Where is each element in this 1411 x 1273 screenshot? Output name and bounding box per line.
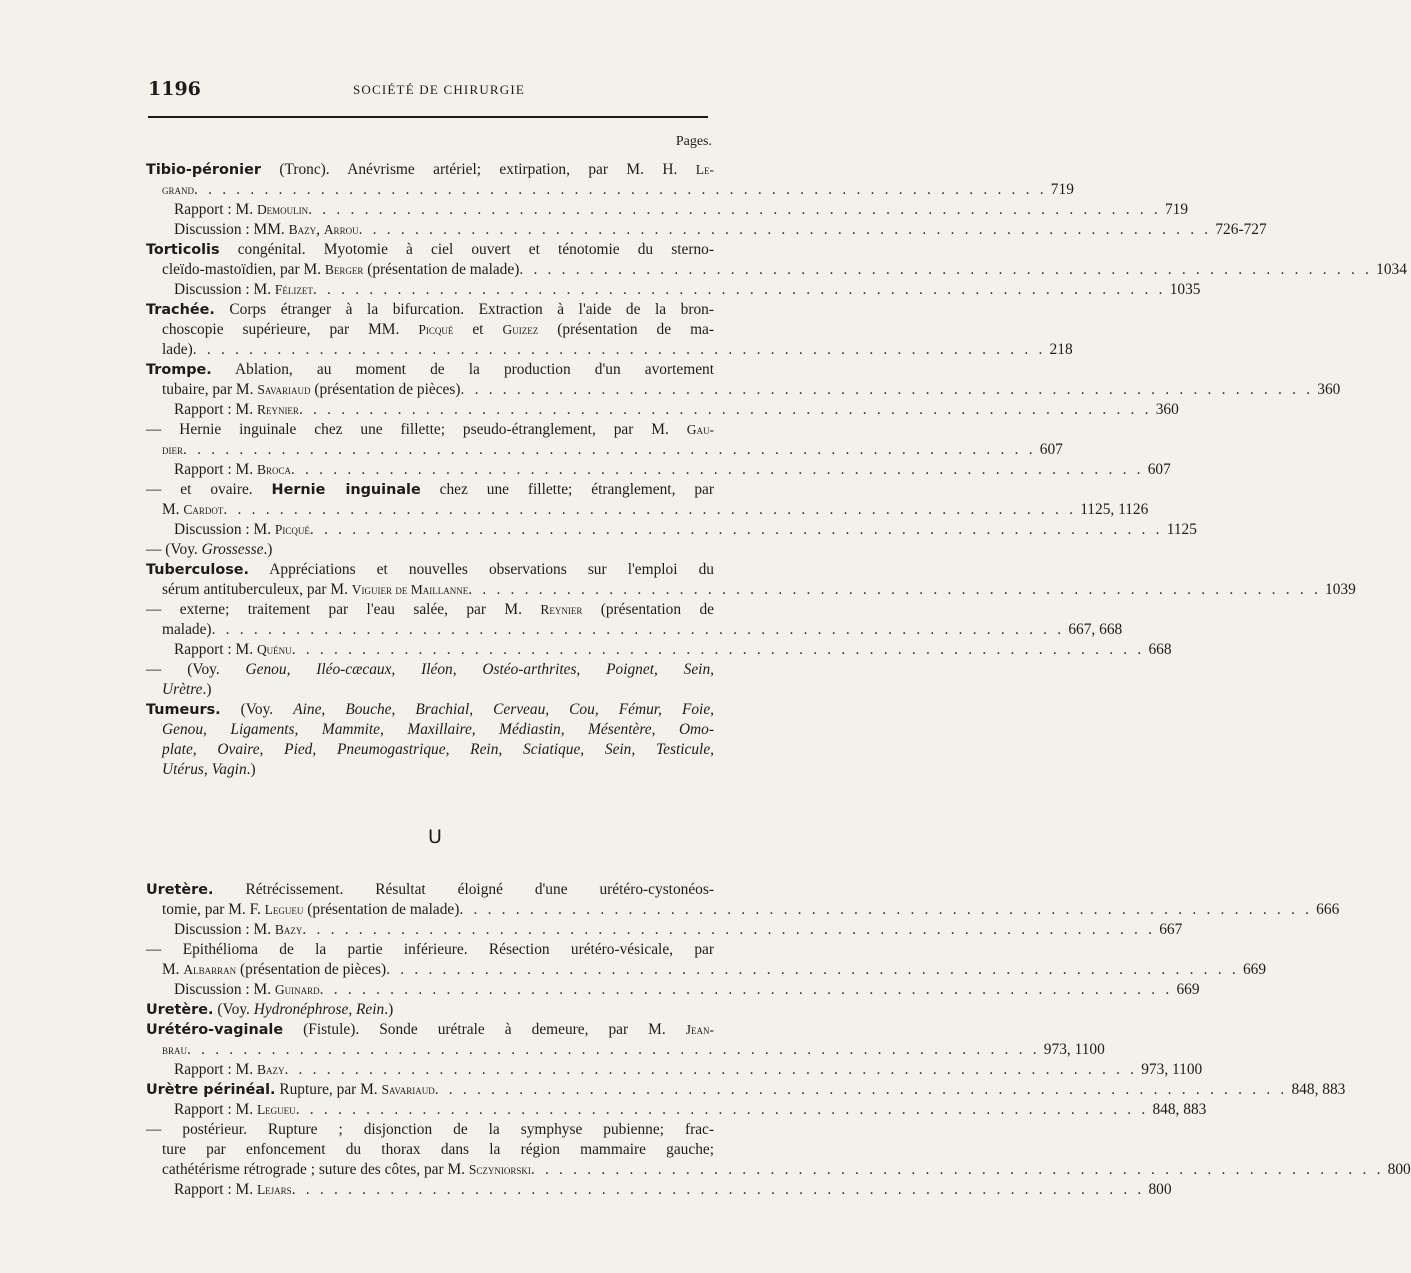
leader-dots: . . . . . . . . . . . . . . . . . . . . . . . . . . . . . . . . . . . . . . . . . . . . . . . . . . . . . . . . . . . . .: [386, 961, 1239, 978]
entry-line: [146, 1100, 1207, 1120]
page-reference: 666: [1316, 901, 1340, 918]
index-entry: [146, 480, 1149, 520]
index-entry: [146, 600, 1123, 640]
page-reference: 848, 883: [1152, 1101, 1207, 1118]
index-entry: [146, 280, 1201, 300]
page-reference: 848, 883: [1291, 1081, 1346, 1098]
index-entry: [146, 220, 1267, 240]
entry-text: grand: [162, 182, 195, 197]
page-reference: 726-727: [1215, 221, 1267, 238]
page-reference: 668: [1148, 641, 1172, 658]
index-entry: [146, 360, 1341, 400]
leader-dots: . . . . . . . . . . . . . . . . . . . . . . . . . . . . . . . . . . . . . . . . . . . . . . . . . . . . . . . . . . . . .: [319, 981, 1173, 998]
entry-line: [146, 1080, 1346, 1100]
leader-dots: . . . . . . . . . . . . . . . . . . . . . . . . . . . . . . . . . . . . . . . . . . . . . . . . . . . . . . . . . . . . .: [290, 461, 1144, 478]
entry-text: lade): [162, 341, 193, 358]
page-reference: 800: [1387, 1161, 1411, 1178]
page-reference: 1034: [1376, 261, 1407, 278]
leader-dots: . . . . . . . . . . . . . . . . . . . . . . . . . . . . . . . . . . . . . . . . . . . . . . . . . . . . . . . . . . . . .: [460, 381, 1314, 398]
leader-dots: . . . . . . . . . . . . . . . . . . . . . . . . . . . . . . . . . . . . . . . . . . . . . . . . . . . . . . . . . . . . .: [312, 281, 1166, 298]
entry-line: [146, 340, 1073, 360]
entry-line: [146, 1060, 1203, 1080]
entry-text: Rapport : M. Demoulin: [174, 201, 309, 218]
entry-line: [146, 920, 1183, 940]
page-reference: 669: [1176, 981, 1200, 998]
index-entry: [146, 520, 1197, 540]
index-entry: [146, 660, 714, 700]
entry-text: Rapport : M. Lejars: [174, 1181, 292, 1198]
entry-line: [146, 460, 1171, 480]
page-reference: 669: [1242, 961, 1267, 978]
leader-dots: . . . . . . . . . . . . . . . . . . . . . . . . . . . . . . . . . . . . . . . . . . . . . . . . . . . . . . . . . . . . .: [194, 181, 1047, 198]
entry-line: [146, 620, 1123, 640]
entry-line: [146, 380, 1341, 400]
leader-dots: . . . . . . . . . . . . . . . . . . . . . . . . . . . . . . . . . . . . . . . . . . . . . . . . . . . . . . . . . . . . .: [434, 1081, 1288, 1098]
entry-text: Uretère. (Voy. Hydronéphrose, Rein.): [146, 1001, 394, 1018]
index-entry: [146, 400, 1179, 420]
page-reference: 973, 1100: [1141, 1061, 1203, 1078]
entry-text: brau: [162, 1042, 188, 1057]
section-letter: U: [428, 826, 442, 848]
page-reference: 719: [1050, 181, 1074, 198]
leader-dots: . . . . . . . . . . . . . . . . . . . . . . . . . . . . . . . . . . . . . . . . . . . . . . . . . . . . . . . . . . . . .: [358, 221, 1212, 238]
entry-text: Discussion : M. Félizet: [174, 281, 313, 298]
leader-dots: . . . . . . . . . . . . . . . . . . . . . . . . . . . . . . . . . . . . . . . . . . . . . . . . . . . . . . . . . . . . .: [187, 1041, 1040, 1058]
page-reference: 800: [1148, 1181, 1172, 1198]
entry-line: [146, 220, 1267, 240]
entry-line: — Hernie inguinale chez une fillette; pseudo-étranglement, par M. Gau-: [146, 421, 714, 438]
entry-line: [146, 520, 1197, 540]
page-reference: 1039: [1325, 581, 1356, 598]
page-reference: 667: [1159, 921, 1183, 938]
page-reference: 1125, 1126: [1080, 501, 1149, 518]
entry-text: sérum antituberculeux, par M. Viguier de Maillanne: [162, 581, 469, 598]
entry-line: [146, 280, 1201, 300]
index-entry: [146, 1100, 1207, 1120]
entry-line: Tumeurs. (Voy. Aine, Bouche, Brachial, Cerveau, Cou, Fémur, Foie,: [146, 701, 714, 718]
leader-dots: . . . . . . . . . . . . . . . . . . . . . . . . . . . . . . . . . . . . . . . . . . . . . . . . . . . . . . . . . . . . .: [291, 1181, 1145, 1198]
page-reference: 607: [1039, 441, 1063, 458]
entry-text: — (Voy. Grossesse.): [146, 541, 273, 558]
index-entry: [146, 1020, 1105, 1060]
page-reference: 1035: [1169, 281, 1201, 298]
leader-dots: . . . . . . . . . . . . . . . . . . . . . . . . . . . . . . . . . . . . . . . . . . . . . . . . . . . . . . . . . . . . .: [223, 501, 1077, 518]
leader-dots: . . . . . . . . . . . . . . . . . . . . . . . . . . . . . . . . . . . . . . . . . . . . . . . . . . . . . . . . . . . . .: [530, 1161, 1384, 1178]
entry-line: — et ovaire. Hernie inguinale chez une fillette; étranglement, par: [146, 481, 714, 498]
entry-text: Discussion : M. Guinard: [174, 981, 320, 998]
entry-line: [146, 200, 1189, 220]
entry-text: M. Albarran (présentation de pièces): [162, 961, 387, 978]
entry-text: dier: [162, 442, 183, 457]
entry-line: ture par enfoncement du thorax dans la région mammaire gauche;: [162, 1141, 714, 1158]
page-reference: 360: [1155, 401, 1179, 418]
index-entry: [146, 1080, 1346, 1100]
entry-line: — externe; traitement par l'eau salée, par M. Reynier (présentation de: [146, 601, 714, 618]
leader-dots: . . . . . . . . . . . . . . . . . . . . . . . . . . . . . . . . . . . . . . . . . . . . . . . . . . . . . . . . . . . . .: [459, 901, 1313, 918]
entry-text: tomie, par M. F. Legueu (présentation de malade): [162, 901, 460, 918]
entry-text: Rapport : M. Broca: [174, 461, 291, 478]
entry-text: cleïdo-mastoïdien, par M. Berger (présentation de malade): [162, 261, 520, 278]
index-entry: [146, 200, 1189, 220]
index-entry: [146, 240, 1407, 280]
index-entry: [146, 1180, 1172, 1200]
index-entry: [146, 540, 714, 560]
entry-line: [146, 260, 1407, 280]
entry-line: — Epithélioma de la partie inférieure. Résection urétéro-vésicale, par: [146, 941, 714, 958]
entry-text: Urètre.): [162, 681, 212, 698]
entry-line: [146, 500, 1149, 520]
entry-text: malade): [162, 621, 212, 638]
entry-text: Rapport : M. Legueu: [174, 1101, 296, 1118]
entry-line: choscopie supérieure, par MM. Picqué et Guizez (présentation de ma-: [162, 321, 715, 338]
leader-dots: . . . . . . . . . . . . . . . . . . . . . . . . . . . . . . . . . . . . . . . . . . . . . . . . . . . . . . . . . . . . .: [309, 521, 1163, 538]
entry-text: Rapport : M. Bazy: [174, 1061, 285, 1078]
entry-line: Torticolis congénital. Myotomie à ciel ouvert et ténotomie du sterno-: [146, 241, 714, 258]
entry-line: Uretère. Rétrécissement. Résultat éloigné d'une urétéro-cystonéos-: [146, 881, 714, 898]
index-entry: [146, 940, 1267, 980]
entry-line: Trompe. Ablation, au moment de la production d'un avortement: [146, 361, 714, 378]
index-entry: [146, 920, 1183, 940]
entry-line: Trachée. Corps étranger à la bifurcation. Extraction à l'aide de la bron-: [146, 301, 714, 318]
page-reference: 607: [1147, 461, 1171, 478]
header-rule: [148, 116, 708, 118]
index-entry: [146, 160, 1074, 200]
leader-dots: . . . . . . . . . . . . . . . . . . . . . . . . . . . . . . . . . . . . . . . . . . . . . . . . . . . . . . . . . . . . .: [295, 1101, 1149, 1118]
leader-dots: . . . . . . . . . . . . . . . . . . . . . . . . . . . . . . . . . . . . . . . . . . . . . . . . . . . . . . . . . . . . .: [468, 581, 1322, 598]
entry-text: cathétérisme rétrograde ; suture des côtes, par M. Sczyniorski: [162, 1161, 531, 1178]
entry-line: Tuberculose. Appréciations et nouvelles observations sur l'emploi du: [146, 561, 714, 578]
leader-dots: . . . . . . . . . . . . . . . . . . . . . . . . . . . . . . . . . . . . . . . . . . . . . . . . . . . . . . . . . . . . .: [183, 441, 1036, 458]
page-number: 1196: [148, 78, 201, 100]
index-entry: [146, 1060, 1203, 1080]
index-entry: [146, 420, 1063, 460]
leader-dots: . . . . . . . . . . . . . . . . . . . . . . . . . . . . . . . . . . . . . . . . . . . . . . . . . . . . . . . . . . . . .: [298, 401, 1152, 418]
entry-line: [146, 580, 1356, 600]
index-entry: [146, 1120, 1411, 1180]
entry-text: Discussion : M. Picqué: [174, 521, 310, 538]
entry-line: [146, 1180, 1172, 1200]
index-entry: [146, 880, 1340, 920]
index-entry: [146, 300, 1073, 360]
index-entry: [146, 1000, 714, 1020]
leader-dots: . . . . . . . . . . . . . . . . . . . . . . . . . . . . . . . . . . . . . . . . . . . . . . . . . . . . . . . . . . . . .: [519, 261, 1373, 278]
leader-dots: . . . . . . . . . . . . . . . . . . . . . . . . . . . . . . . . . . . . . . . . . . . . . . . . . . . . . . . . . . . . .: [291, 641, 1145, 658]
entry-line: [146, 980, 1200, 1000]
entry-text: Rapport : M. Reynier: [174, 401, 299, 418]
index-entry: [146, 980, 1200, 1000]
leader-dots: . . . . . . . . . . . . . . . . . . . . . . . . . . . . . . . . . . . . . . . . . . . . . . . . . . . . . . . . . . . . .: [302, 921, 1156, 938]
entry-text: Discussion : M. Bazy: [174, 921, 303, 938]
page-reference: 719: [1164, 201, 1189, 218]
index-entry: [146, 640, 1172, 660]
index-entry: [146, 560, 1356, 600]
page-reference: 1125: [1166, 521, 1197, 538]
entry-line: [146, 760, 714, 780]
leader-dots: . . . . . . . . . . . . . . . . . . . . . . . . . . . . . . . . . . . . . . . . . . . . . . . . . . . . . . . . . . . . .: [192, 341, 1046, 358]
entry-line: [146, 900, 1340, 920]
entry-line: plate, Ovaire, Pied, Pneumogastrique, Rein, Sciatique, Sein, Testicule,: [162, 741, 714, 758]
entry-line: — postérieur. Rupture ; disjonction de la symphyse pubienne; frac-: [146, 1121, 714, 1138]
entry-text: Discussion : MM. Bazy, Arrou: [174, 221, 359, 238]
entry-line: [146, 400, 1179, 420]
page-reference: 218: [1049, 341, 1073, 358]
entry-line: — (Voy. Genou, Iléo-cæcaux, Iléon, Ostéo-arthrites, Poignet, Sein,: [146, 661, 714, 678]
index-entry: [146, 460, 1171, 480]
index-section-t: [146, 160, 1407, 780]
entry-text: Rapport : M. Quénu: [174, 641, 292, 658]
page-reference: 360: [1317, 381, 1341, 398]
leader-dots: . . . . . . . . . . . . . . . . . . . . . . . . . . . . . . . . . . . . . . . . . . . . . . . . . . . . . . . . . . . . .: [284, 1061, 1138, 1078]
page-reference: 973, 1100: [1043, 1041, 1105, 1058]
entry-line: [146, 540, 714, 560]
entry-text: tubaire, par M. Savariaud (présentation de pièces): [162, 381, 461, 398]
running-head: SOCIÉTÉ DE CHIRURGIE: [353, 82, 526, 97]
entry-line: [146, 680, 714, 700]
leader-dots: . . . . . . . . . . . . . . . . . . . . . . . . . . . . . . . . . . . . . . . . . . . . . . . . . . . . . . . . . . . . .: [211, 621, 1065, 638]
entry-line: [146, 640, 1172, 660]
entry-line: [146, 180, 1074, 200]
index-entry: [146, 700, 714, 780]
entry-line: [146, 1040, 1105, 1060]
entry-text: Utérus, Vagin.): [162, 761, 256, 778]
entry-line: Genou, Ligaments, Mammite, Maxillaire, Médiastin, Mésentère, Omo-: [162, 721, 714, 738]
entry-line: Urétéro-vaginale (Fistule). Sonde urétrale à demeure, par M. Jean-: [146, 1021, 714, 1038]
entry-line: [146, 960, 1267, 980]
pages-column-label: Pages.: [675, 134, 712, 149]
page-header: [148, 76, 708, 102]
entry-line: [146, 440, 1063, 460]
entry-text: M. Cardot: [162, 501, 224, 518]
leader-dots: . . . . . . . . . . . . . . . . . . . . . . . . . . . . . . . . . . . . . . . . . . . . . . . . . . . . . . . . . . . . .: [308, 201, 1161, 218]
page-reference: 667, 668: [1068, 621, 1123, 638]
entry-line: Tibio-péronier (Tronc). Anévrisme artériel; extirpation, par M. H. Le-: [146, 161, 714, 178]
index-section-u: [146, 880, 1411, 1200]
entry-line: [146, 1000, 714, 1020]
entry-text: Urètre périnéal. Rupture, par M. Savariaud: [146, 1081, 435, 1098]
entry-line: [146, 1160, 1411, 1180]
